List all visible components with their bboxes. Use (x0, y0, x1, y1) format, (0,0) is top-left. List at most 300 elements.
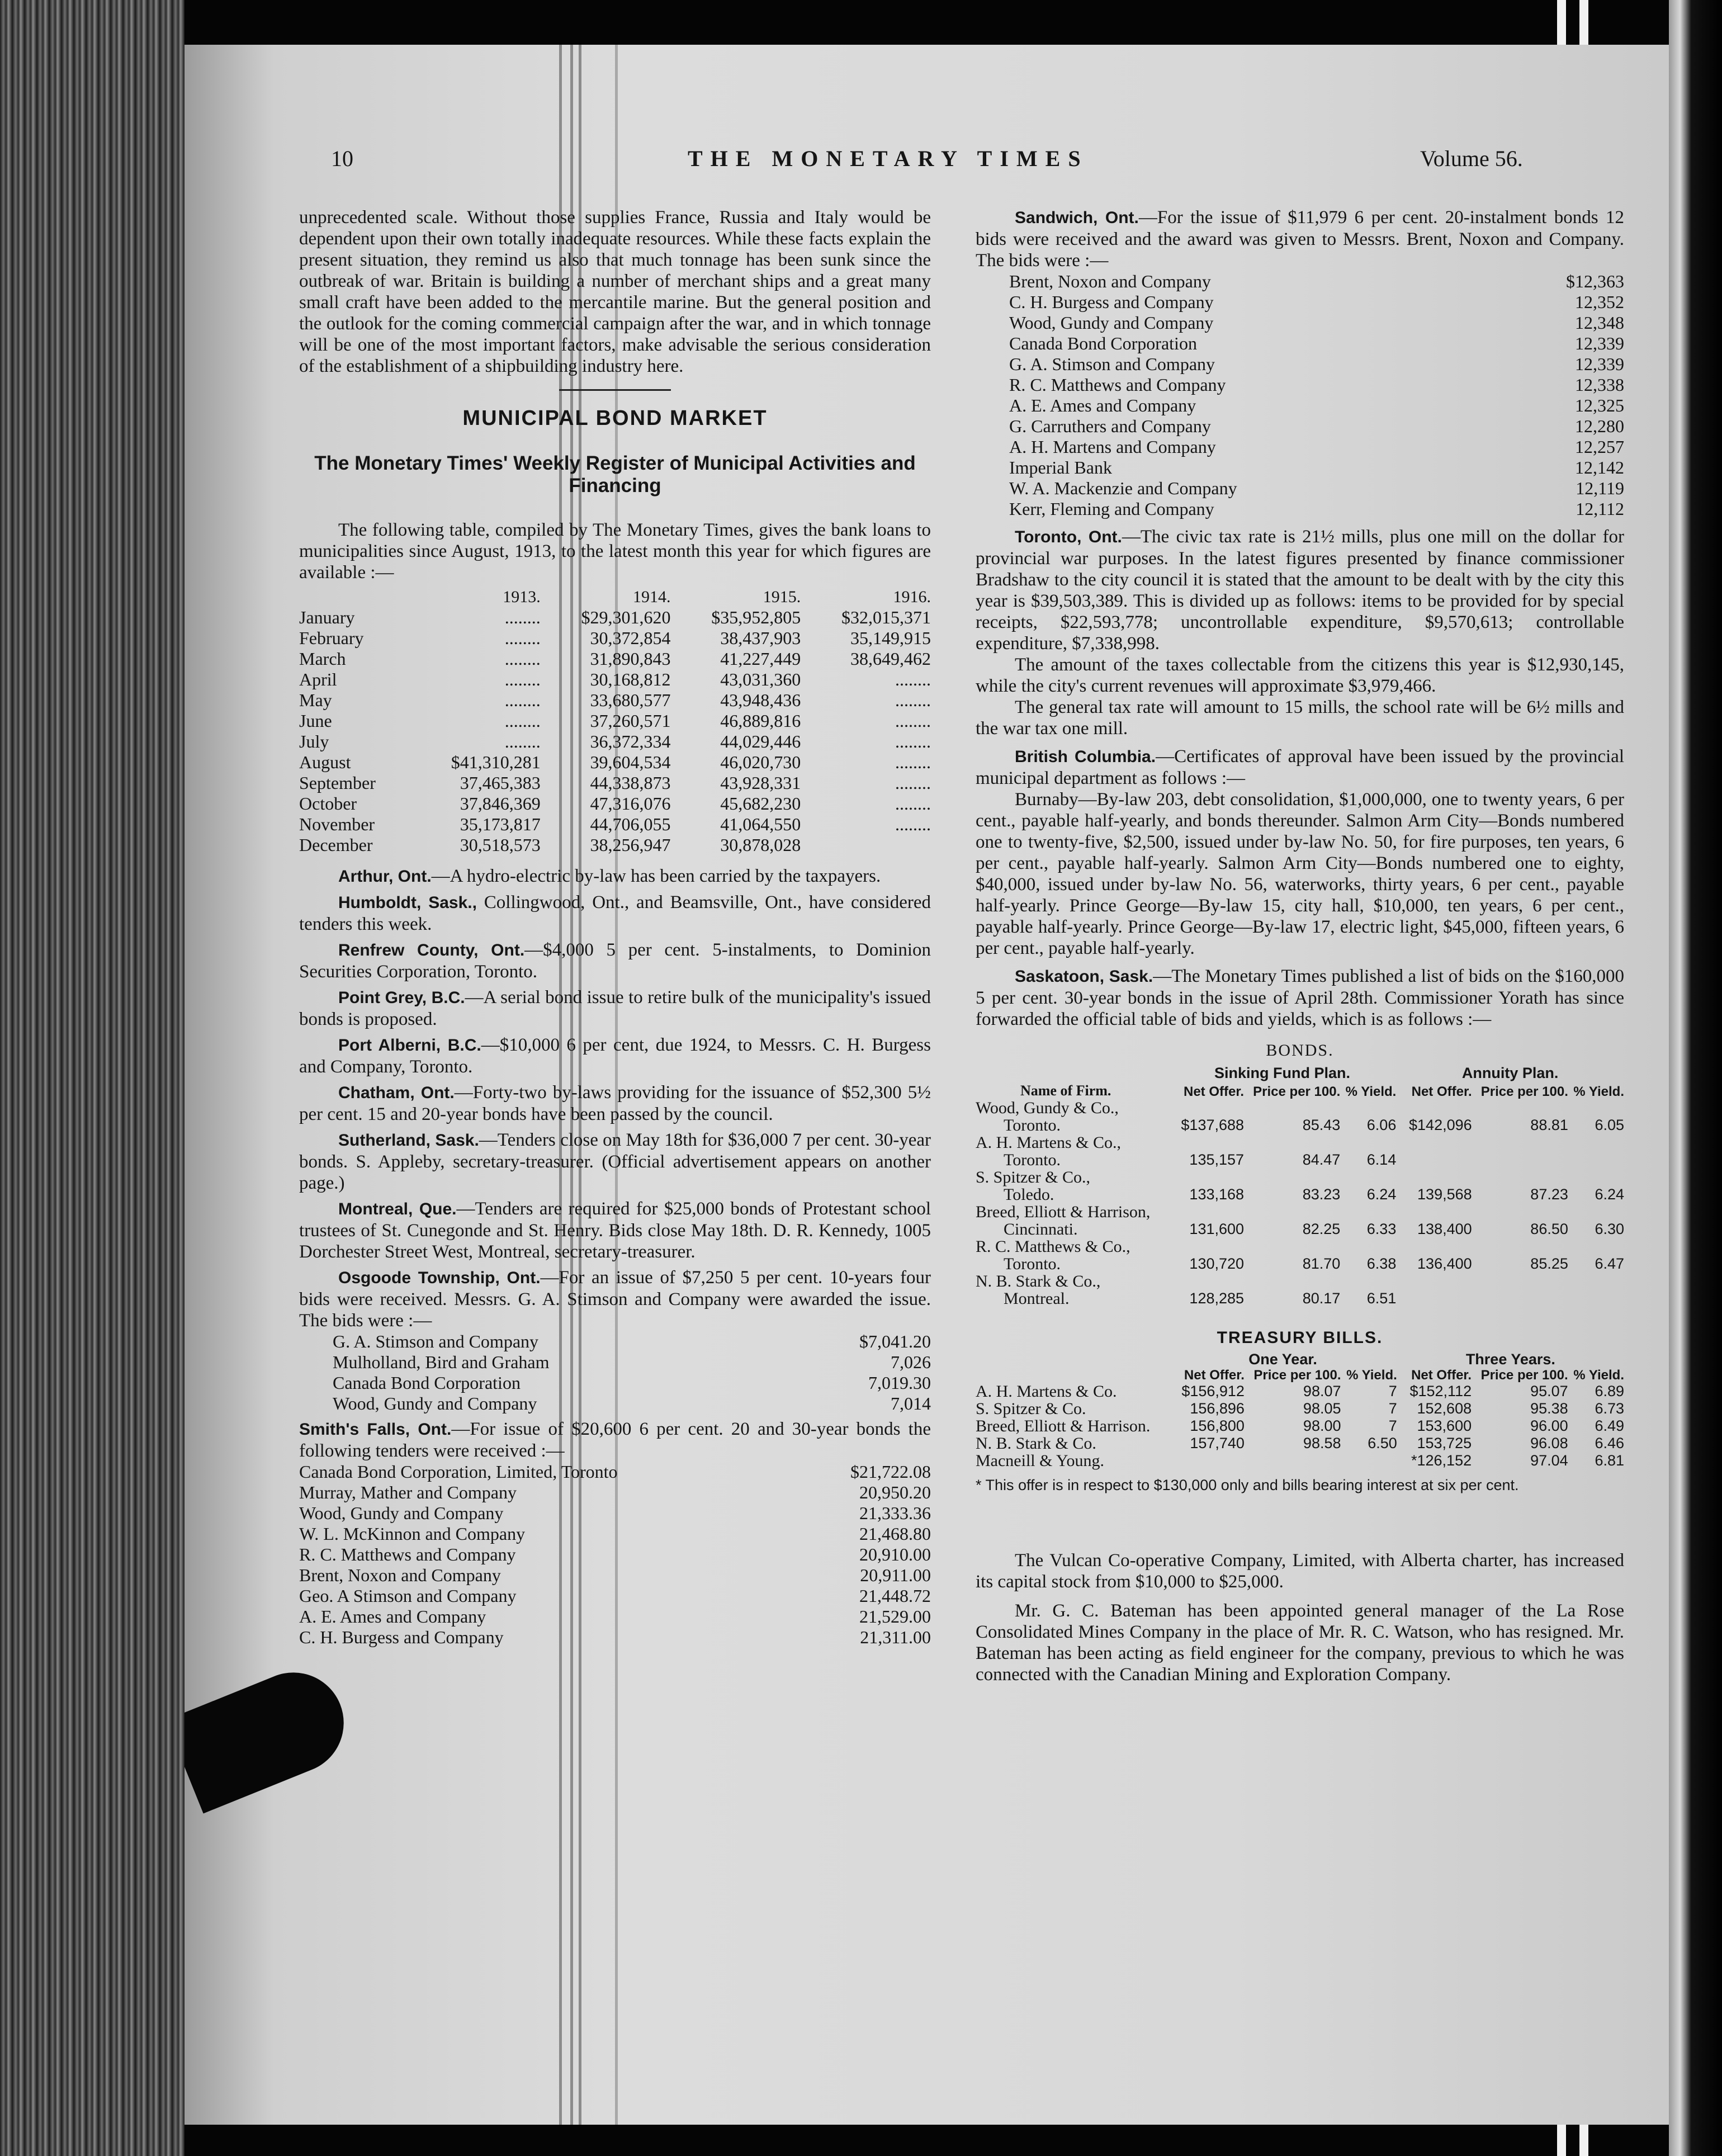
column-header: % Yield. (1345, 1084, 1397, 1099)
value-cell: 6.49 (1595, 1417, 1624, 1434)
value-cell: 44,338,873 (590, 773, 671, 793)
value-cell: 6.47 (1595, 1255, 1624, 1272)
bid-row (299, 1393, 931, 1414)
column-header: Net Offer. (1184, 1368, 1245, 1383)
divider (559, 389, 671, 391)
bid-row (976, 333, 1624, 354)
value-cell: 35,149,915 (850, 628, 931, 648)
news-item (976, 207, 1624, 271)
value-cell: ........ (895, 773, 931, 793)
table-header-row (299, 587, 931, 607)
spacer-cell (1340, 1238, 1396, 1255)
value-cell: 6.73 (1595, 1400, 1624, 1417)
spacer-cell (1568, 1134, 1624, 1151)
item-heading: Sutherland, Sask. (338, 1131, 479, 1150)
bid-amount: 12,119 (1576, 478, 1624, 498)
value-cell: 96.00 (1530, 1417, 1568, 1434)
column-header: Net Offer. (1411, 1368, 1472, 1383)
value-cell: 6.51 (1366, 1290, 1397, 1307)
intro-paragraph: unprecedented scale. Without those supplies France, Russia and Italy would be dependent upon their own totally inadequate resources. While these facts explain the present situation, they remind us also that much tonnage has been sunk since the outbreak of war. Britain is building a number of merchant ships and a great many small craft have been added to the mercantile marine. But the general position and the outlook for the coming commercial campaign after the war, and in which tonnage will be one of the most important factors, make advisable the serious consideration of the establishment of a shipbuilding industry here. (299, 207, 931, 376)
value-cell (801, 835, 931, 855)
bid-amount: 21,468.80 (859, 1524, 931, 1544)
value-cell (1568, 1151, 1624, 1169)
table-row (976, 1186, 1624, 1203)
bid-row (299, 1331, 931, 1352)
spacer-cell (1396, 1238, 1472, 1255)
value-cell: $35,952,805 (711, 607, 801, 627)
bidder-name: Imperial Bank (1009, 457, 1112, 477)
table-row (299, 649, 931, 669)
firm-name: Macneill & Young. (976, 1451, 1105, 1470)
value-cell (1472, 1290, 1568, 1307)
spacer-cell (1472, 1273, 1568, 1290)
spacer-cell (1168, 1169, 1244, 1186)
value-cell: ........ (504, 711, 541, 731)
value-cell: 6.81 (1595, 1452, 1624, 1469)
section-title: MUNICIPAL BOND MARKET (462, 406, 768, 430)
spacer-cell (1244, 1273, 1340, 1290)
item-text: —The Monetary Times published a list of bids on the $160,000 5 per cent. 30-year bonds in the issue of April 28th. Commissioner Yorath has since forwarded the official table of bids and yields, which is as follows :— (976, 966, 1624, 1029)
bid-amount: 12,339 (1575, 354, 1624, 374)
spacer-cell (1244, 1169, 1340, 1186)
loans-intro: The following table, compiled by The Monetary Times, gives the bank loans to municipalities since August, 1913, to the latest month this year for which figures are available :— (299, 520, 931, 583)
bid-row (976, 313, 1624, 333)
month-cell: April (299, 669, 337, 689)
value-cell: ........ (895, 793, 931, 814)
table-row (299, 793, 931, 814)
column-header: Net Offer. (1411, 1084, 1472, 1099)
table-row (976, 1238, 1624, 1255)
table-group-row (976, 1065, 1624, 1082)
item-heading: Point Grey, B.C. (338, 989, 465, 1007)
bid-row (299, 1352, 931, 1373)
bid-amount: $12,363 (1566, 271, 1624, 291)
value-cell: 153,725 (1417, 1435, 1472, 1451)
value-cell: 138,400 (1417, 1221, 1472, 1237)
value-cell: 38,437,903 (720, 628, 801, 648)
spacer-cell (1396, 1134, 1472, 1151)
bid-amount: 20,910.00 (859, 1544, 931, 1564)
value-cell: 45,682,230 (720, 793, 801, 814)
item-heading: Osgoode Township, Ont. (338, 1269, 541, 1287)
value-cell: 83.23 (1302, 1186, 1341, 1203)
value-cell: 130,720 (1189, 1255, 1245, 1272)
month-cell: January (299, 607, 355, 627)
firm-name: A. H. Martens & Co. (976, 1382, 1117, 1401)
value-cell: 30,878,028 (720, 835, 801, 855)
value-cell: 156,800 (1190, 1417, 1245, 1434)
value-cell: 38,256,947 (590, 835, 671, 855)
item-heading: British Columbia. (1015, 748, 1156, 766)
bid-row (299, 1524, 931, 1544)
value-cell: ........ (895, 814, 931, 834)
bidder-name: W. L. McKinnon and Company (299, 1524, 526, 1544)
value-cell: 84.47 (1302, 1151, 1341, 1168)
group-header: Sinking Fund Plan. (1214, 1065, 1351, 1081)
bidder-name: Wood, Gundy and Company (1009, 313, 1214, 333)
bid-amount: 12,112 (1576, 499, 1624, 519)
month-cell: August (299, 752, 351, 772)
value-cell: 96.08 (1530, 1435, 1568, 1451)
firm-city: Toronto. (1004, 1255, 1061, 1273)
bid-row (976, 375, 1624, 395)
bid-amount: $7,041.20 (859, 1331, 931, 1351)
item-heading: Chatham, Ont. (338, 1084, 455, 1102)
value-cell: 30,518,573 (460, 835, 541, 855)
value-cell: $41,310,281 (451, 752, 541, 772)
bidder-name: G. A. Stimson and Company (333, 1331, 539, 1351)
value-cell: 131,600 (1189, 1221, 1245, 1237)
news-item (299, 866, 931, 887)
bid-amount: 12,339 (1575, 333, 1624, 353)
table-row (976, 1099, 1624, 1117)
value-cell: 157,740 (1190, 1435, 1245, 1451)
month-cell: June (299, 711, 332, 731)
value-cell: 95.07 (1530, 1383, 1568, 1399)
spacer-cell (1244, 1203, 1340, 1221)
item-heading: Smith's Falls, Ont. (299, 1420, 452, 1439)
value-cell: 6.89 (1595, 1383, 1624, 1399)
spacer-cell (1396, 1203, 1472, 1221)
value-cell: 6.06 (1366, 1117, 1397, 1133)
value-cell: 7 (1388, 1400, 1397, 1417)
firm-name: N. B. Stark & Co., (976, 1272, 1101, 1290)
value-cell: 44,706,055 (590, 814, 671, 834)
bid-amount: 21,529.00 (859, 1606, 931, 1627)
value-cell (1168, 1452, 1245, 1469)
book-right-edge (1669, 0, 1722, 2156)
value-cell: 97.04 (1530, 1452, 1568, 1469)
table-row (976, 1221, 1624, 1238)
item-heading: Toronto, Ont. (1015, 528, 1122, 546)
firm-name: A. H. Martens & Co., (976, 1133, 1121, 1152)
value-cell: 6.33 (1366, 1221, 1397, 1237)
table-header-row (976, 1368, 1624, 1383)
table-row (976, 1151, 1624, 1169)
page-tab-mark (1557, 0, 1566, 45)
value-cell: 41,227,449 (720, 649, 801, 669)
scanned-page (184, 45, 1669, 2125)
bidder-name: W. A. Mackenzie and Company (1009, 478, 1237, 498)
bank-loans-table (299, 587, 931, 855)
value-cell: 46,020,730 (720, 752, 801, 772)
item-text: —Certificates of approval have been issued by the provincial municipal department as follows :— (976, 746, 1624, 788)
bid-amount: 21,333.36 (859, 1503, 931, 1523)
column-header: % Yield. (1573, 1084, 1624, 1099)
month-cell: February (299, 628, 364, 648)
column-header: Name of Firm. (1020, 1082, 1111, 1099)
bidder-name: Canada Bond Corporation (1009, 333, 1197, 353)
page-tab-mark (1579, 0, 1588, 45)
value-cell: 37,465,383 (460, 773, 541, 793)
spacer-cell (1472, 1238, 1568, 1255)
bidder-name: A. E. Ames and Company (299, 1606, 486, 1627)
sandwich-bids-table (976, 271, 1624, 519)
value-cell: 47,316,076 (590, 793, 671, 814)
bid-amount: 21,448.72 (859, 1586, 931, 1606)
table-row (976, 1203, 1624, 1221)
value-cell: 6.05 (1595, 1117, 1624, 1133)
value-cell: 41,064,550 (720, 814, 801, 834)
bid-row (976, 457, 1624, 478)
table-row (299, 835, 931, 855)
table-row (976, 1273, 1624, 1290)
value-cell: $32,015,371 (841, 607, 931, 627)
spacer-cell (1568, 1238, 1624, 1255)
news-item (976, 746, 1624, 789)
bid-amount: 12,142 (1575, 457, 1624, 477)
value-cell (1396, 1151, 1472, 1169)
column-header: % Yield. (1573, 1368, 1624, 1383)
value-cell: *126,152 (1411, 1452, 1472, 1469)
news-item (299, 1267, 931, 1331)
bid-row (299, 1373, 931, 1393)
value-cell: 139,568 (1417, 1186, 1472, 1203)
table-row (976, 1290, 1624, 1307)
value-cell (1472, 1151, 1568, 1169)
value-cell: 156,896 (1190, 1400, 1245, 1417)
value-cell: 98.05 (1303, 1400, 1341, 1417)
value-cell: ........ (895, 731, 931, 751)
spacer-cell (1472, 1169, 1568, 1186)
value-cell: 43,928,331 (720, 773, 801, 793)
bid-amount: $21,722.08 (850, 1462, 931, 1482)
table-row (976, 1452, 1624, 1469)
spacer-cell (1340, 1099, 1396, 1117)
bidder-name: G. Carruthers and Company (1009, 416, 1211, 436)
column-header: Price per 100. (1480, 1368, 1568, 1383)
table-row (976, 1134, 1624, 1151)
bid-amount: 7,014 (891, 1393, 931, 1413)
year-header: 1916. (893, 588, 931, 606)
spacer-cell (1396, 1099, 1472, 1117)
item-heading: Arthur, Ont. (338, 867, 432, 886)
item-text: —A hydro-electric by-law has been carried by the taxpayers. (431, 866, 881, 886)
value-cell: 30,168,812 (590, 669, 671, 689)
column-header: Net Offer. (1184, 1084, 1245, 1099)
month-cell: May (299, 690, 332, 710)
bonds-title: BONDS. (1266, 1041, 1334, 1060)
news-item (299, 1034, 931, 1077)
month-cell: December (299, 835, 373, 855)
table-row (976, 1169, 1624, 1186)
table-row (976, 1435, 1624, 1452)
osgoode-bids-table (299, 1331, 931, 1414)
value-cell: 135,157 (1189, 1151, 1245, 1168)
value-cell: ........ (895, 690, 931, 710)
spacer-cell (1168, 1203, 1244, 1221)
spacer-cell (1168, 1134, 1244, 1151)
year-header: 1915. (763, 588, 801, 606)
bid-row (299, 1586, 931, 1606)
left-column (299, 207, 931, 1648)
bid-row (976, 395, 1624, 416)
value-cell: $152,112 (1409, 1383, 1472, 1399)
news-item (299, 1129, 931, 1194)
bid-row (976, 437, 1624, 457)
firm-city: Toledo. (1004, 1185, 1054, 1204)
bid-row (299, 1482, 931, 1503)
value-cell (1245, 1452, 1341, 1469)
value-cell: 7 (1388, 1417, 1397, 1434)
bidder-name: Canada Bond Corporation, Limited, Toronto (299, 1462, 618, 1482)
column-header: Price per 100. (1253, 1084, 1341, 1099)
month-cell: November (299, 814, 375, 834)
value-cell: 37,846,369 (460, 793, 541, 814)
group-header: One Year. (1248, 1351, 1317, 1368)
bidder-name: Canada Bond Corporation (333, 1373, 521, 1393)
table-row (299, 814, 931, 835)
value-cell: 87.23 (1530, 1186, 1568, 1203)
firm-city: Montreal. (1004, 1289, 1070, 1308)
spacer-cell (1244, 1134, 1340, 1151)
value-cell: 31,890,843 (590, 649, 671, 669)
value-cell: 98.58 (1303, 1435, 1341, 1451)
spacer-cell (1340, 1273, 1396, 1290)
bidder-name: R. C. Matthews and Company (1009, 375, 1226, 395)
news-item (299, 1082, 931, 1125)
bidder-name: A. E. Ames and Company (1009, 395, 1196, 415)
spacer-cell (1396, 1169, 1472, 1186)
bid-row (976, 416, 1624, 437)
item-heading: Sandwich, Ont. (1015, 209, 1139, 227)
bidder-name: Murray, Mather and Company (299, 1482, 517, 1502)
table-row (299, 628, 931, 649)
item-text: —$4,000 5 per cent. 5-instalments, to Dominion Securities Corporation, Toronto. (299, 940, 931, 982)
value-cell: 6.38 (1366, 1255, 1397, 1272)
table-row (976, 1400, 1624, 1417)
bid-amount: 12,325 (1575, 395, 1624, 415)
value-cell: 38,649,462 (850, 649, 931, 669)
finger-shadow (184, 1657, 359, 1813)
item-text: —For the issue of $11,979 6 per cent. 20-instalment bonds 12 bids were received and the award was given to Messrs. Brent, Noxon and Company. The bids were :— (976, 207, 1624, 271)
treasury-bills-table (976, 1351, 1624, 1469)
value-cell: 86.50 (1530, 1221, 1568, 1237)
bidder-name: Brent, Noxon and Company (299, 1565, 501, 1585)
table-row (299, 731, 931, 752)
value-cell: ........ (895, 711, 931, 731)
bonds-table (976, 1065, 1624, 1307)
news-item (299, 939, 931, 982)
spacer-cell (1396, 1273, 1472, 1290)
spacer-cell (1472, 1203, 1568, 1221)
news-item (976, 526, 1624, 654)
bidder-name: C. H. Burgess and Company (1009, 292, 1214, 312)
paragraph: The Vulcan Co-operative Company, Limited, with Alberta charter, has increased its capital stock from $10,000 to $25,000. (976, 1550, 1624, 1592)
bid-amount: 7,026 (891, 1352, 931, 1372)
bid-row (976, 271, 1624, 292)
bid-row (299, 1544, 931, 1565)
firm-name: S. Spitzer & Co. (976, 1399, 1086, 1418)
news-item (299, 1198, 931, 1263)
spacer-cell (1244, 1099, 1340, 1117)
value-cell: 30,372,854 (590, 628, 671, 648)
book-binding-edge (0, 0, 184, 2156)
volume-label: Volume 56. (1420, 146, 1523, 171)
bidder-name: Wood, Gundy and Company (299, 1503, 504, 1523)
firm-name: N. B. Stark & Co. (976, 1434, 1096, 1453)
group-header: Annuity Plan. (1461, 1065, 1559, 1081)
value-cell: 95.38 (1530, 1400, 1568, 1417)
value-cell: 6.30 (1595, 1221, 1624, 1237)
spacer-cell (1568, 1169, 1624, 1186)
bid-amount: 12,338 (1575, 375, 1624, 395)
item-text: —The civic tax rate is 21½ mills, plus one mill on the dollar for provincial war purposes. In the latest figures presented by finance commissioner Bradshaw to the city council it is stated that the amount to be dealt with by the city this year is $39,503,389. This is divided up as follows: items to be provided for by special receipts, $22,593,778; uncontrollable expenditure, $9,570,613; controllable expenditure, $7,338,998. (976, 527, 1624, 654)
bid-amount: 12,257 (1575, 437, 1624, 457)
news-item (299, 987, 931, 1030)
value-cell: 6.24 (1366, 1186, 1397, 1203)
value-cell: 82.25 (1302, 1221, 1341, 1237)
firm-name: Breed, Elliott & Harrison, (976, 1203, 1151, 1221)
table-row (299, 607, 931, 628)
masthead: THE MONETARY TIMES (688, 146, 1089, 171)
firm-name: Wood, Gundy & Co., (976, 1099, 1119, 1117)
value-cell: 153,600 (1417, 1417, 1472, 1434)
column-header: Price per 100. (1480, 1084, 1568, 1099)
table-header-row (976, 1082, 1624, 1099)
value-cell: 39,604,534 (590, 752, 671, 772)
bid-row (299, 1606, 931, 1627)
value-cell: ........ (504, 628, 541, 648)
value-cell: 43,031,360 (720, 669, 801, 689)
table-row (299, 669, 931, 690)
item-text: Collingwood, Ont., and Beamsville, Ont., have considered tenders this week. (299, 892, 931, 934)
year-header: 1913. (503, 588, 541, 606)
item-text: —A serial bond issue to retire bulk of the municipality's issued bonds is proposed. (299, 987, 931, 1029)
bidder-name: R. C. Matthews and Company (299, 1544, 516, 1564)
firm-name: Breed, Elliott & Harrison. (976, 1417, 1151, 1435)
item-text: —Tenders close on May 18th for $36,000 7 per cent. 30-year bonds. S. Appleby, secretary-treasurer. (Official advertisement appears on another page.) (299, 1130, 931, 1193)
news-item (976, 966, 1624, 1030)
month-cell: October (299, 793, 357, 814)
value-cell: 85.43 (1302, 1117, 1341, 1133)
firm-city: Toronto. (1004, 1151, 1061, 1169)
table-row (299, 752, 931, 773)
value-cell: ........ (895, 669, 931, 689)
news-item (299, 892, 931, 935)
value-cell: 46,889,816 (720, 711, 801, 731)
value-cell: ........ (504, 649, 541, 669)
value-cell: 36,372,334 (590, 731, 671, 751)
value-cell: ........ (504, 690, 541, 710)
paragraph: The amount of the taxes collectable from the citizens this year is $12,930,145, while the city's current revenues will approximate $3,979,466. (976, 655, 1624, 696)
month-cell: March (299, 649, 346, 669)
table-row (976, 1117, 1624, 1134)
bid-amount: 12,280 (1575, 416, 1624, 436)
footnote: * This offer is in respect to $130,000 only and bills bearing interest at six per cent. (976, 1477, 1519, 1493)
spacer-cell (1568, 1099, 1624, 1117)
treasury-title: TREASURY BILLS. (1217, 1328, 1383, 1347)
table-row (976, 1417, 1624, 1435)
paragraph: The general tax rate will amount to 15 mills, the school rate will be 6½ mills and the war tax one mill. (976, 697, 1624, 739)
value-cell: $156,912 (1181, 1383, 1245, 1399)
item-heading: Port Alberni, B.C. (338, 1036, 481, 1055)
value-cell: ........ (895, 752, 931, 772)
bidder-name: Geo. A Stimson and Company (299, 1586, 517, 1606)
spacer-cell (1472, 1099, 1568, 1117)
value-cell: ........ (504, 607, 541, 627)
group-header: Three Years. (1465, 1351, 1555, 1368)
value-cell (1396, 1290, 1472, 1307)
value-cell: 35,173,817 (460, 814, 541, 834)
running-head (184, 145, 1669, 185)
value-cell: $137,688 (1181, 1117, 1245, 1133)
table-row (299, 711, 931, 731)
item-heading: Montreal, Que. (338, 1200, 457, 1218)
value-cell: 128,285 (1189, 1290, 1245, 1307)
bid-amount: 20,911.00 (860, 1565, 931, 1585)
value-cell: 7 (1388, 1383, 1397, 1399)
